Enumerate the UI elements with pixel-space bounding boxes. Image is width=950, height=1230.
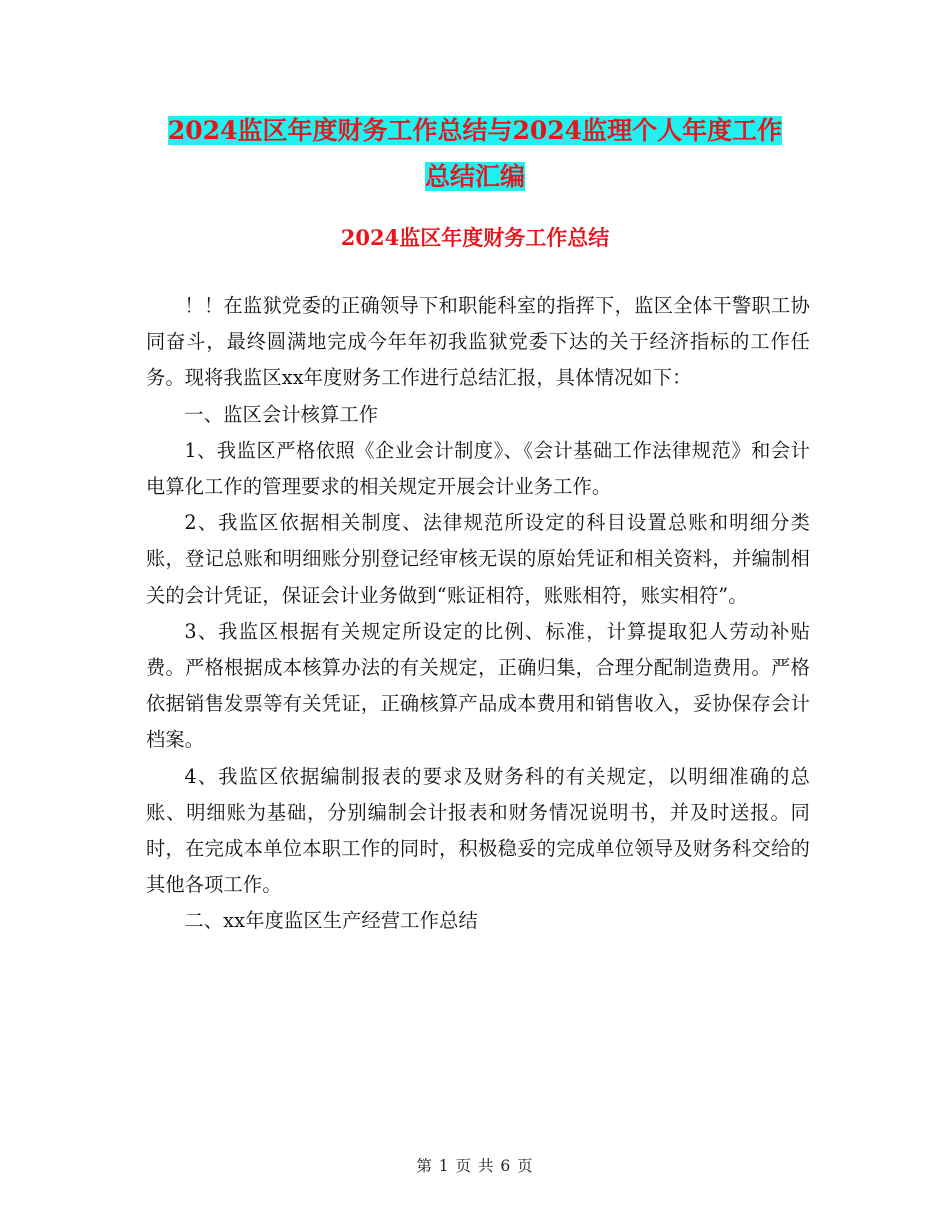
document-title [0,108,950,200]
list-item: 2、我监区依据相关制度、法律规范所设定的科目设置总账和明细分类账，登记总账和明细账分别登记经审核无误的原始凭证和相关资料，并编制相关的会计凭证，保证会计业务做到“账证相符，账账相符，账实相符”。 [146,511,810,607]
document-body [146,288,810,940]
list-item: 4、我监区依据编制报表的要求及财务科的有关规定，以明细准确的总账、明细账为基础，分别编制会计报表和财务情况说明书，并及时送报。同时，在完成本单位本职工作的同时，积极稳妥的完成单位领导及财务科交给的其他各项工作。 [146,764,810,897]
title-line-1: 2024监区年度财务工作总结与2024监理个人年度工作 [167,116,783,145]
list-item: 1、我监区严格依照《企业会计制度》、《会计基础工作法律规范》和会计电算化工作的管理要求的相关规定开展会计业务工作。 [146,438,810,499]
section-heading-1: 一、监区会计核算工作 [184,402,379,426]
list-item: 3、我监区根据有关规定所设定的比例、标准，计算提取犯人劳动补贴费。严格根据成本核算办法的有关规定，正确归集，合理分配制造费用。严格依据销售发票等有关凭证，正确核算产品成本费用和销售收入，妥协保存会计档案。 [146,619,810,752]
section-title: 2024监区年度财务工作总结 [340,225,610,250]
section-heading-2: 二、xx年度监区生产经营工作总结 [184,909,478,933]
title-line-2: 总结汇编 [424,162,525,191]
intro-paragraph: ！！在监狱党委的正确领导下和职能科室的指挥下，监区全体干警职工协同奋斗，最终圆满地完成今年年初我监狱党委下达的关于经济指标的工作任务。现将我监区xx年度财务工作进行总结汇报，具体情况如下： [146,294,810,390]
page-footer: 第 1 页 共 6 页 [416,1157,534,1175]
